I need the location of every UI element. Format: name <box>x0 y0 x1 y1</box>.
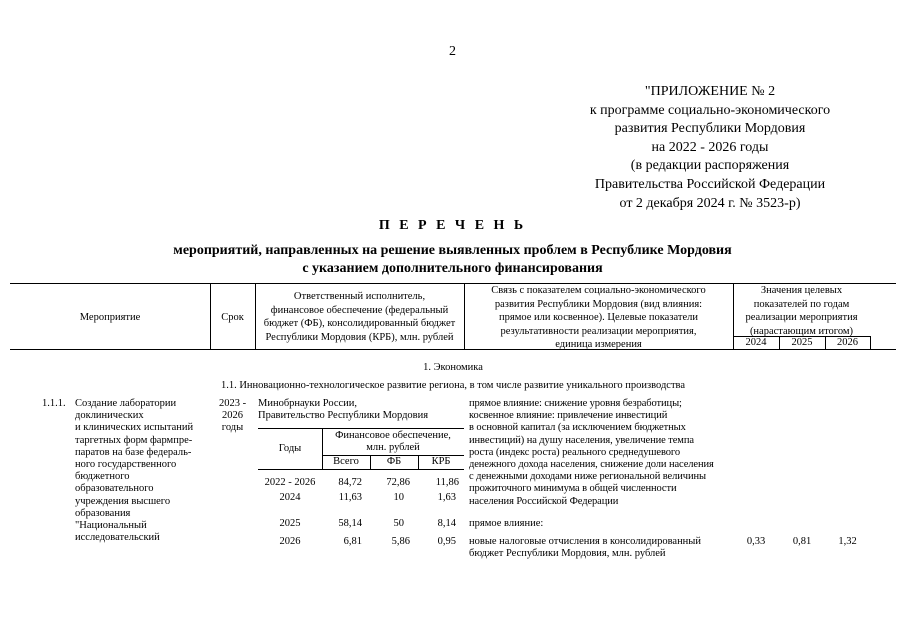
term-line: годы <box>221 422 244 434</box>
measure-line: доклинических <box>75 410 144 422</box>
measure-line: образовательного <box>75 483 154 495</box>
measure-line: образования <box>75 507 131 519</box>
fin-header-line: млн. рублей <box>366 442 420 454</box>
appendix-line: к программе социально-экономического <box>589 102 831 118</box>
fin-row-total: 58,14 <box>338 518 362 529</box>
fin-header-line: Финансовое обеспечение, <box>335 430 451 441</box>
measure-line: Создание лаборатории <box>75 398 177 409</box>
measure-line: и клинических испытаний <box>75 422 194 434</box>
header-line: единица измерения <box>555 339 642 350</box>
header-year: 2024 <box>745 337 767 348</box>
fin-row-krb: 8,14 <box>437 518 456 529</box>
page-number: 2 <box>449 44 456 59</box>
fin-row-total: 11,63 <box>338 492 362 503</box>
header-line: результативности реализации мероприятия, <box>500 325 697 337</box>
link-direct-label: прямое влияние: <box>469 518 544 529</box>
header-term: Срок <box>221 312 244 323</box>
header-line: показателей по годам <box>753 298 850 310</box>
link-line: прожиточного минимума в общей численности <box>469 483 677 495</box>
header-targets <box>733 284 870 338</box>
subtitle-line: с указанием дополнительного финансирования <box>302 261 603 276</box>
fin-row-years: 2025 <box>279 518 301 529</box>
link-line: в основной капитал (за исключением бюджетных <box>469 422 686 434</box>
measure-line: учреждения высшего <box>75 495 171 507</box>
appendix-line: "ПРИЛОЖЕНИЕ № 2 <box>644 84 776 99</box>
fin-row-years: 2022 - 2026 <box>264 477 316 488</box>
header-line: Республики Мордовия (КРБ), млн. рублей <box>265 331 454 343</box>
header-line: Связь с показателем социально-экономического <box>491 285 706 296</box>
document-subtitle <box>0 242 905 278</box>
fin-row-fb: 5,86 <box>391 536 410 547</box>
responsible-line: Минобрнауки России, <box>258 398 358 409</box>
header-line: бюджет (ФБ), консолидированный бюджет <box>263 318 456 329</box>
fin-col-total: Всего <box>333 456 359 467</box>
link-line: роста (индекс роста) реального среднедушевого <box>469 446 681 458</box>
target-value-2025: 0,81 <box>792 536 812 547</box>
subtitle-line: мероприятий, направленных на решение выявленных проблем в Республике Мордовия <box>173 243 732 258</box>
link-line: прямое влияние: снижение уровня безработицы; <box>469 398 682 409</box>
fin-table-top <box>258 428 464 429</box>
fin-years-header: Годы <box>278 443 302 454</box>
row-link <box>469 398 731 508</box>
row-link-indicator <box>469 536 731 560</box>
appendix-line: от 2 декабря 2024 г. № 3523-р) <box>619 195 801 211</box>
appendix-line: Правительства Российской Федерации <box>594 176 826 192</box>
header-link <box>464 284 733 352</box>
header-line: реализации мероприятия <box>745 312 858 323</box>
appendix-line: (в редакции распоряжения <box>630 158 790 174</box>
header-year: 2026 <box>837 337 858 348</box>
header-line: (нарастающим итогом) <box>749 325 854 337</box>
fin-col-krb: КРБ <box>431 456 451 467</box>
measure-line: "Национальный <box>75 520 147 532</box>
term-line: 2026 <box>222 410 243 422</box>
fin-row-fb: 50 <box>393 518 404 529</box>
fin-header <box>322 430 464 454</box>
link-line: с денежными доходами ниже региональной величины <box>469 471 706 483</box>
measure-line: исследовательский <box>75 532 160 544</box>
measure-line: паратов на базе федераль- <box>75 446 192 458</box>
fin-row-total: 84,72 <box>338 477 362 488</box>
year-divider <box>870 336 871 349</box>
fin-col-fb: ФБ <box>386 456 402 467</box>
link-line: населения Российской Федерации <box>469 495 619 507</box>
responsible-line: Правительство Республики Мордовия <box>258 410 429 422</box>
row-responsible <box>258 398 463 422</box>
appendix-line: развития Республики Мордовия <box>614 121 806 137</box>
row-measure <box>75 398 210 544</box>
appendix-heading <box>540 83 880 213</box>
fin-row-total: 6,81 <box>343 536 362 547</box>
link-line: денежного дохода населения, снижение доли населения <box>469 459 714 471</box>
measure-line: ного государственного <box>75 459 177 471</box>
document-title: П Е Р Е Ч Е Н Ь <box>378 218 527 233</box>
fin-row-fb: 10 <box>393 492 404 503</box>
header-line: прямое или косвенное). Целевые показатели <box>499 312 698 323</box>
header-measure: Мероприятие <box>79 312 141 323</box>
row-term <box>210 398 255 435</box>
header-year: 2025 <box>791 337 813 348</box>
row-number: 1.1.1. <box>42 398 66 409</box>
section-heading: 1. Экономика <box>423 362 483 373</box>
fin-row-krb: 1,63 <box>437 492 456 503</box>
measure-line: бюджетного <box>75 471 130 483</box>
link-line: инвестиций) на душу населения, увеличение темпа <box>469 434 694 446</box>
fin-header-bottom <box>258 469 464 470</box>
fin-row-years: 2024 <box>279 492 301 503</box>
header-line: развития Республики Мордовия (вид влияния: <box>494 298 703 310</box>
measure-line: таргетных форм фармпре- <box>75 434 193 446</box>
header-responsible <box>255 290 464 344</box>
target-value-2024: 0,33 <box>746 536 766 547</box>
link-line: бюджет Республики Мордовия, млн. рублей <box>469 548 666 560</box>
link-line: новые налоговые отчисления в консолидированный <box>469 536 701 547</box>
appendix-line: на 2022 - 2026 годы <box>651 139 769 155</box>
subsection-heading: 1.1. Инновационно-технологическое развитие региона, в том числе развитие уникального производства <box>220 380 686 391</box>
fin-row-krb: 11,86 <box>435 477 459 488</box>
header-line: финансовое обеспечение (федеральный <box>270 304 449 316</box>
header-line: Ответственный исполнитель, <box>293 291 426 302</box>
fin-row-krb: 0,95 <box>437 536 456 547</box>
term-line: 2023 - <box>218 398 247 409</box>
fin-row-fb: 72,86 <box>386 477 410 488</box>
target-value-2026: 1,32 <box>838 536 857 547</box>
fin-row-years: 2026 <box>279 536 301 547</box>
link-line: косвенное влияние: привлечение инвестиций <box>469 410 668 422</box>
header-line: Значения целевых <box>760 285 843 296</box>
